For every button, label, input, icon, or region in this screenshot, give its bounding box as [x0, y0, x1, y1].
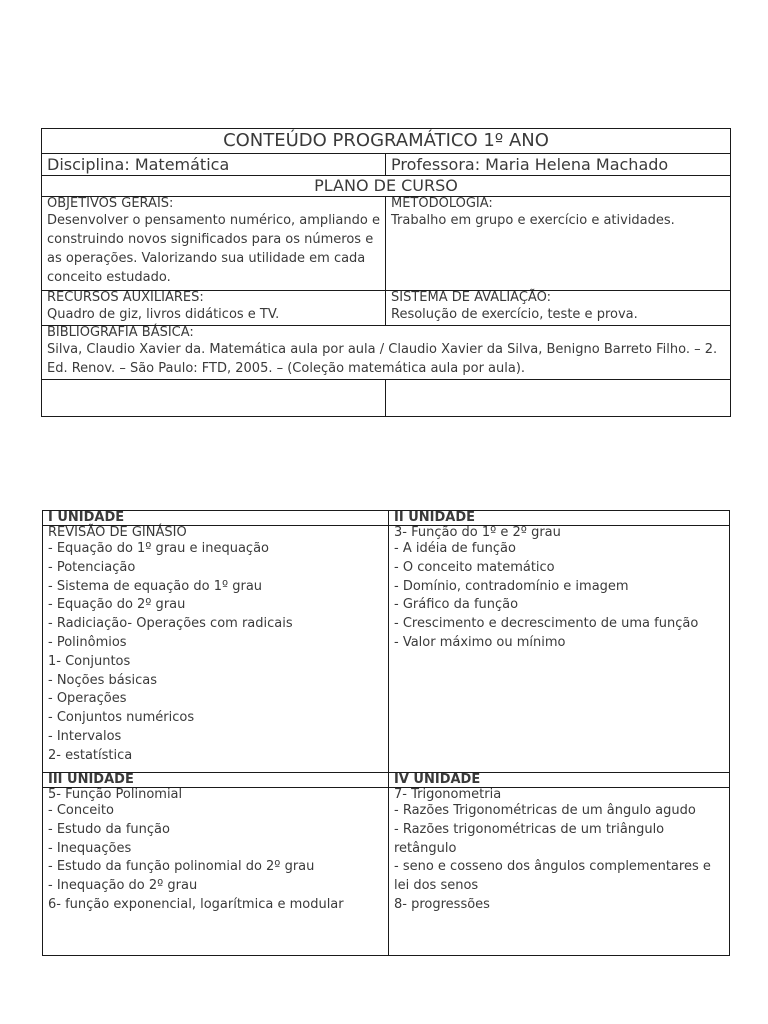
methodology-cell: [386, 197, 731, 291]
units-table: [42, 510, 730, 956]
resources-label: RECURSOS AUXILIARES:: [47, 290, 204, 305]
unit-2-list: [394, 526, 724, 653]
methodology-text: Trabalho em grupo e exercício e atividades.: [391, 213, 675, 228]
list-item: - Noções básicas: [48, 672, 157, 688]
list-item: - Intervalos: [48, 728, 122, 744]
list-item: - Conceito: [48, 803, 114, 818]
list-item: - Polinômios: [48, 634, 127, 650]
course-plan-heading: PLANO DE CURSO: [42, 176, 731, 197]
objectives-label: OBJETIVOS GERAIS:: [47, 196, 174, 211]
list-item: 7- Trigonometria: [394, 787, 502, 802]
list-item: - Domínio, contradomínio e imagem: [394, 578, 629, 594]
list-item: 8- progressões: [394, 896, 490, 912]
list-item: - Radiciação- Operações com radicais: [48, 616, 293, 632]
document-title: CONTEÚDO PROGRAMÁTICO 1º ANO: [42, 129, 731, 154]
list-item: - Inequações: [48, 840, 132, 856]
unit-1-list: [48, 526, 383, 766]
list-item: - Razões trigonométricas de um triângulo retângulo: [394, 821, 665, 856]
discipline-cell: Disciplina: Matemática: [42, 154, 386, 176]
unit-1-heading: I UNIDADE: [43, 511, 389, 526]
unit-4-heading: IV UNIDADE: [389, 773, 730, 788]
objectives-cell: [42, 197, 386, 291]
list-item: - Conjuntos numéricos: [48, 710, 195, 726]
unit-3-content: [43, 788, 389, 956]
evaluation-text: Resolução de exercício, teste e prova.: [391, 307, 638, 322]
list-item: REVISÃO DE GINÁSIO: [48, 525, 187, 540]
list-item: 1- Conjuntos: [48, 653, 131, 669]
list-item: - Razões Trigonométricas de um ângulo agudo: [394, 803, 696, 818]
bibliography-cell: [42, 326, 731, 380]
unit-3-heading: III UNIDADE: [43, 773, 389, 788]
list-item: - Estudo da função: [48, 821, 170, 837]
teacher-cell: Professora: Maria Helena Machado: [386, 154, 731, 176]
unit-1-content: [43, 526, 389, 773]
bibliography-label: BIBLIOGRAFIA BÁSICA:: [47, 325, 194, 340]
list-item: - Crescimento e decrescimento de uma função: [394, 616, 699, 632]
list-item: - Potenciação: [48, 559, 136, 575]
list-item: 3- Função do 1º e 2º grau: [394, 525, 561, 540]
list-item: - Equação do 1º grau e inequação: [48, 541, 269, 556]
list-item: - A idéia de função: [394, 541, 516, 556]
list-item: - Valor máximo ou mínimo: [394, 634, 566, 650]
list-item: - Operações: [48, 691, 127, 707]
list-item: - Gráfico da função: [394, 597, 519, 613]
evaluation-label: SISTEMA DE AVALIAÇÃO:: [391, 290, 551, 305]
resources-text: Quadro de giz, livros didáticos e TV.: [47, 307, 280, 322]
list-item: 6- função exponencial, logarítmica e modular: [48, 896, 344, 912]
methodology-label: METODOLOGIA:: [391, 196, 493, 211]
list-item: - Estudo da função polinomial do 2º grau: [48, 859, 315, 875]
objectives-text: Desenvolver o pensamento numérico, ampliando e construindo novos significados para os números e as operações. Valorizando sua utilidade em cada conceito estudado.: [47, 213, 380, 285]
unit-4-list: [394, 788, 724, 915]
resources-cell: [42, 291, 386, 326]
bibliography-text: Silva, Claudio Xavier da. Matemática aula por aula / Claudio Xavier da Silva, Benigno Barreto Filho. – 2. Ed. Renov. – São Paulo: FTD, 2005. – (Coleção matemática aula por aula).: [47, 342, 718, 376]
list-item: 2- estatística: [48, 747, 133, 763]
list-item: - seno e cosseno dos ângulos complementares e lei dos senos: [394, 859, 711, 894]
unit-2-content: [389, 526, 730, 773]
list-item: - Equação do 2º grau: [48, 597, 186, 613]
list-item: - Sistema de equação do 1º grau: [48, 578, 263, 594]
list-item: 5- Função Polinomial: [48, 787, 183, 802]
list-item: - Inequação do 2º grau: [48, 878, 198, 894]
evaluation-cell: [386, 291, 731, 326]
unit-2-heading: II UNIDADE: [389, 511, 730, 526]
unit-4-content: [389, 788, 730, 956]
empty-cell-left: [42, 380, 386, 417]
course-plan-table: [41, 128, 731, 417]
list-item: - O conceito matemático: [394, 559, 555, 575]
empty-cell-right: [386, 380, 731, 417]
unit-3-list: [48, 788, 383, 915]
